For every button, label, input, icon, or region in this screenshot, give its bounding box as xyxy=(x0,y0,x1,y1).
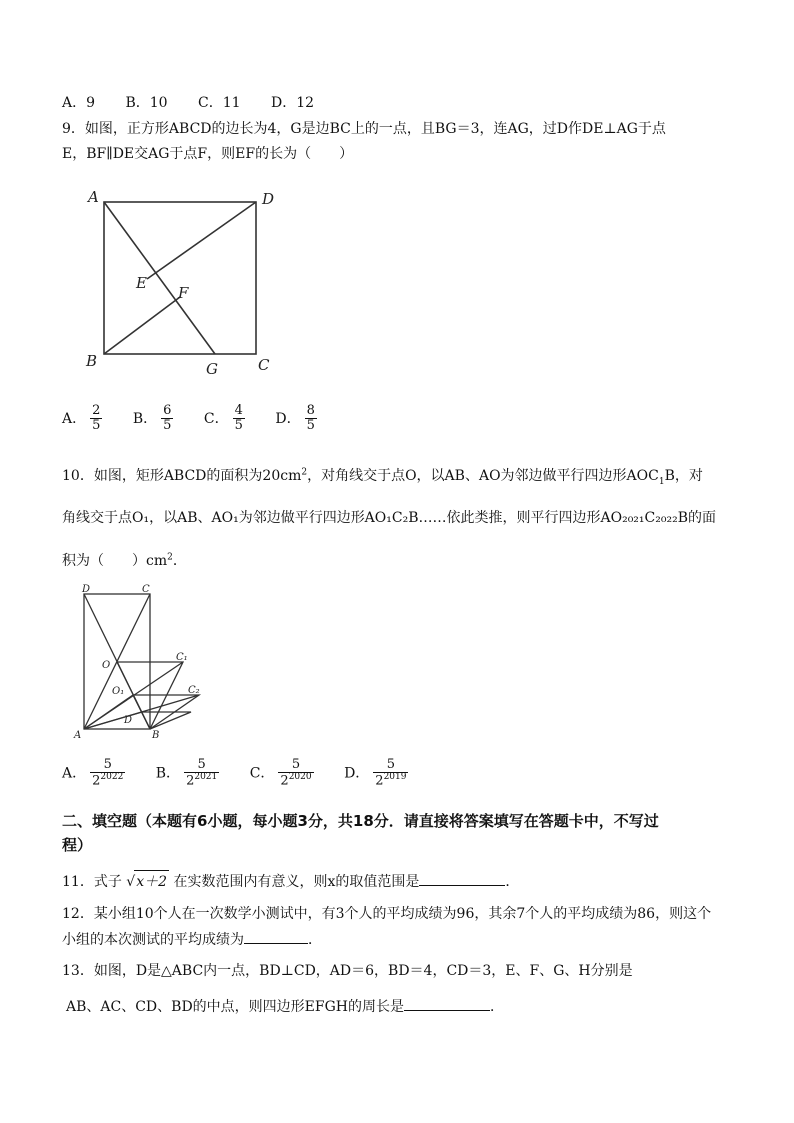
q10-label-b: B xyxy=(152,730,160,741)
q10-stem-line1: 10．如图，矩形ABCD的面积为$20cm^2$，对角线交于点O，以AB、AO为邻边做平行四边形$AOC_1B$，对 xyxy=(62,467,703,487)
q9-label-d: D xyxy=(262,190,275,208)
q13-stem-line2: AB、AC、CD、BD的中点，则四边形EFGH的周长是 ． xyxy=(66,996,504,1016)
q13-answer-blank[interactable] xyxy=(404,996,490,1011)
q9-option-b: B． $\frac{6}{5}$ xyxy=(132,403,172,434)
q13-stem-line1: 13．如图，D是△ABC内一点，BD⊥CD，AD＝6，BD＝4，CD＝3，E、F、G、H分别是 xyxy=(62,963,633,979)
q10-option-a: A． $\frac{5}{2^{2022}}$ xyxy=(62,757,124,789)
q9-stem-line2: E，BF∥DE交AG于点F，则EF的长为（ ） xyxy=(62,146,354,162)
q12-stem-line2: 小组的本次测试的平均成绩为 ． xyxy=(62,929,322,949)
q9-option-a: A． $\frac{2}{5}$ xyxy=(62,403,101,434)
q10-label-d-small: D xyxy=(124,715,133,726)
q9-label-e: E xyxy=(136,274,147,292)
q10-label-o: O xyxy=(102,660,111,671)
q10-label-o1: O₁ xyxy=(112,686,125,697)
q9-line-ag xyxy=(104,202,215,354)
q9-option-d: D． $\frac{8}{5}$ xyxy=(275,403,315,434)
q9-label-b: B xyxy=(86,352,98,370)
q10-option-c: C． $\frac{5}{2^{2020}}$ xyxy=(249,757,312,789)
q12-stem-line1: 12．某小组10个人在一次数学小测试中，有3个人的平均成绩为96，其余7个人的平均成绩为86，则这个 xyxy=(62,906,712,922)
q10-option-b: B． $\frac{5}{2^{2021}}$ xyxy=(155,757,218,789)
q9-line-de xyxy=(147,202,256,279)
section2-heading-line1: 二、填空题（本题有6小题，每小题3分，共18分．请直接将答案填写在答题卡中，不写过 xyxy=(62,812,659,830)
q9-label-g: G xyxy=(206,360,218,378)
q8-option-d: D．12 xyxy=(271,95,315,111)
q9-stem-line1: 9．如图，正方形ABCD的边长为4，G是边BC上的一点，且BG＝3，连AG，过D作DE⊥AG于点 xyxy=(62,121,666,137)
q10-options xyxy=(62,758,434,789)
q10-parallelogram-3 xyxy=(84,712,191,729)
sqrt-symbol: √ xyxy=(126,874,136,890)
q9-label-c: C xyxy=(258,356,270,374)
q9-figure xyxy=(82,184,282,384)
q10-label-c1: C₁ xyxy=(176,652,188,663)
q10-stem-line3: 积为（ ）$cm^2$． xyxy=(62,552,187,569)
q9-option-c: C． $\frac{4}{5}$ xyxy=(203,403,243,434)
q9-options xyxy=(62,404,343,434)
q8-option-a: A．9 xyxy=(62,95,96,111)
q10-label-d: D xyxy=(82,584,91,595)
q12-answer-blank[interactable] xyxy=(244,929,308,944)
q10-option-d: D． $\frac{5}{2^{2019}}$ xyxy=(344,757,407,789)
q11-stem: 11．式子 √x＋2 在实数范围内有意义，则x的取值范围是 ． xyxy=(62,870,519,891)
q10-label-c: C xyxy=(142,584,150,595)
q8-option-c: C．11 xyxy=(198,95,241,111)
q9-line-bf xyxy=(104,297,180,354)
q8-options xyxy=(62,92,340,112)
q11-radicand: x＋2 xyxy=(134,870,169,891)
section2-heading-line2: 程） xyxy=(62,836,93,854)
q10-figure xyxy=(70,582,220,742)
q10-label-c2: C₂ xyxy=(188,685,200,696)
q9-label-f: F xyxy=(178,284,189,302)
q8-option-b: B．10 xyxy=(125,95,168,111)
q10-label-a: A xyxy=(74,730,82,741)
q10-stem-line2: 角线交于点O₁，以AB、AO₁为邻边做平行四边形AO₁C₂B……依此类推，则平行四边形AO₂₀₂₁C₂₀₂₂B的面 xyxy=(62,510,716,526)
q9-label-a: A xyxy=(88,188,99,206)
q11-answer-blank[interactable] xyxy=(419,871,505,886)
q9-square xyxy=(104,202,256,354)
